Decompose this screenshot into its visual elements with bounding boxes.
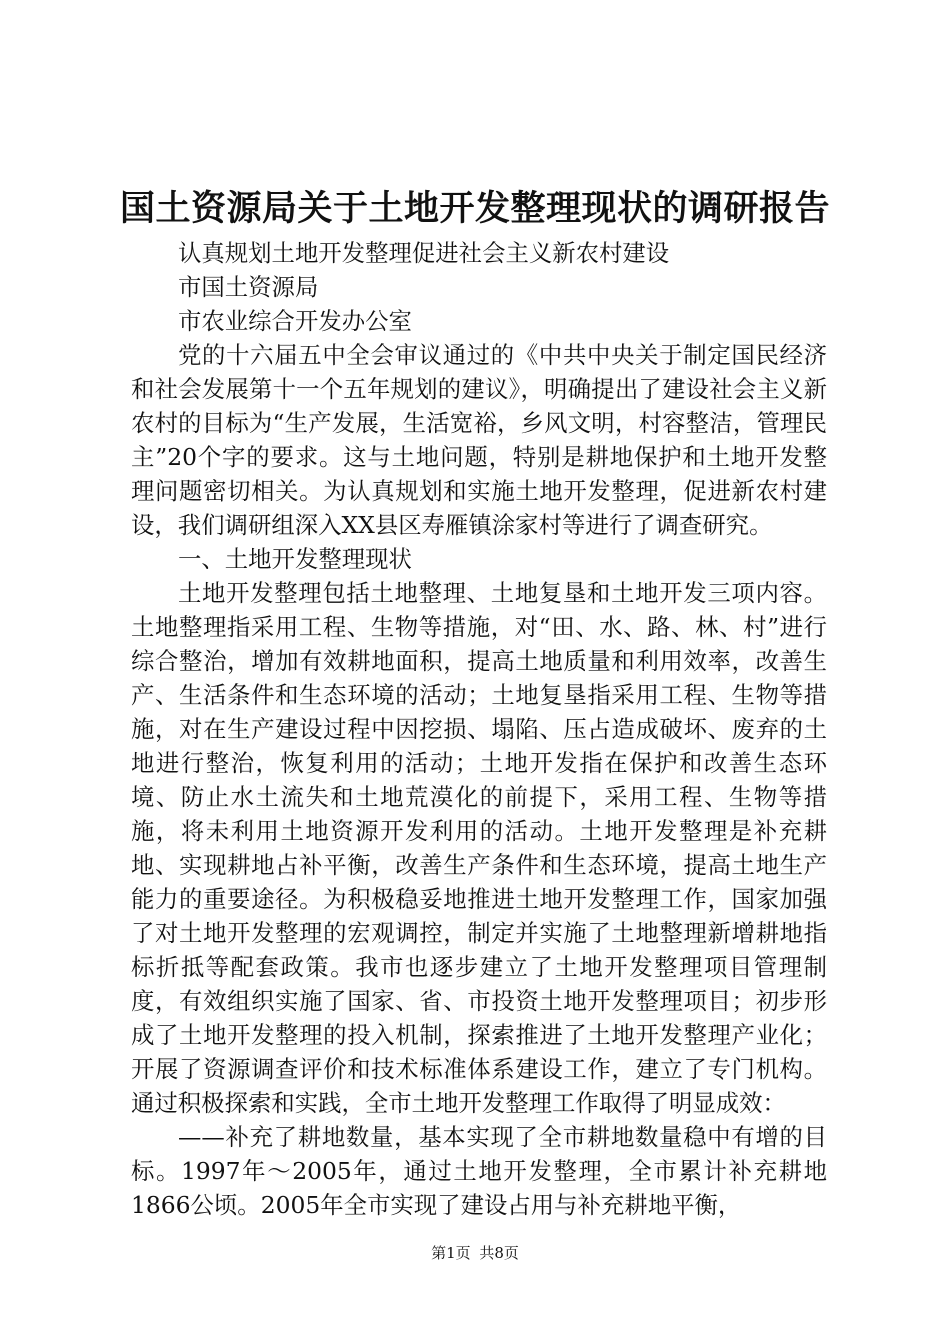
section-heading: 一、土地开发整理现状 xyxy=(178,545,412,573)
author-line-2: 市农业综合开发办公室 xyxy=(178,307,412,335)
intro-paragraph: 党的十六届五中全会审议通过的《中共中央关于制定国民经济和社会发展第十一个五年规划的建议》，明确提出了建设社会主义新农村的目标为“生产发展，生活宽裕，乡风文明，村容整洁，管理民主”20个字的要求。这与土地问题，特别是耕地保护和土地开发整理问题密切相关。为认真规划和实施土地开发整理，促进新农村建设，我们调研组深入XX县区寿雁镇涂家村等进行了调查研究。 xyxy=(131,341,827,539)
author-line-1: 市国土资源局 xyxy=(178,273,319,301)
page-number: 第1页 xyxy=(431,1244,471,1262)
document-body xyxy=(131,236,827,1222)
page-footer xyxy=(0,1243,950,1263)
page-count: 共8页 xyxy=(479,1244,519,1262)
body-paragraph: 土地开发整理包括土地整理、土地复垦和土地开发三项内容。土地整理指采用工程、生物等措施，对“田、水、路、林、村”进行综合整治，增加有效耕地面积，提高土地质量和利用效率，改善生产、生活条件和生态环境的活动；土地复垦指采用工程、生物等措施，对在生产建设过程中因挖损、塌陷、压占造成破坏、废弃的土地进行整治，恢复利用的活动；土地开发指在保护和改善生态环境、防止水土流失和土地荒漠化的前提下，采用工程、生物等措施，将未利用土地资源开发利用的活动。土地开发整理是补充耕地、实现耕地占补平衡，改善生产条件和生态环境，提高土地生产能力的重要途径。为积极稳妥地推进土地开发整理工作，国家加强了对土地开发整理的宏观调控，制定并实施了土地整理新增耕地指标折抵等配套政策。我市也逐步建立了土地开发整理项目管理制度，有效组织实施了国家、省、市投资土地开发整理项目；初步形成了土地开发整理的投入机制，探索推进了土地开发整理产业化；开展了资源调查评价和技术标准体系建设工作，建立了专门机构。通过积极探索和实践，全市土地开发整理工作取得了明显成效： xyxy=(131,579,827,1117)
document-title: 国土资源局关于土地开发整理现状的调研报告 xyxy=(119,188,830,229)
subtitle-paragraph: 认真规划土地开发整理促进社会主义新农村建设 xyxy=(178,239,670,267)
body-paragraph-achievement: ——补充了耕地数量，基本实现了全市耕地数量稳中有增的目标。1997年～2005年，通过土地开发整理，全市累计补充耕地1866公顷。2005年全市实现了建设占用与补充耕地平衡， xyxy=(131,1123,827,1219)
